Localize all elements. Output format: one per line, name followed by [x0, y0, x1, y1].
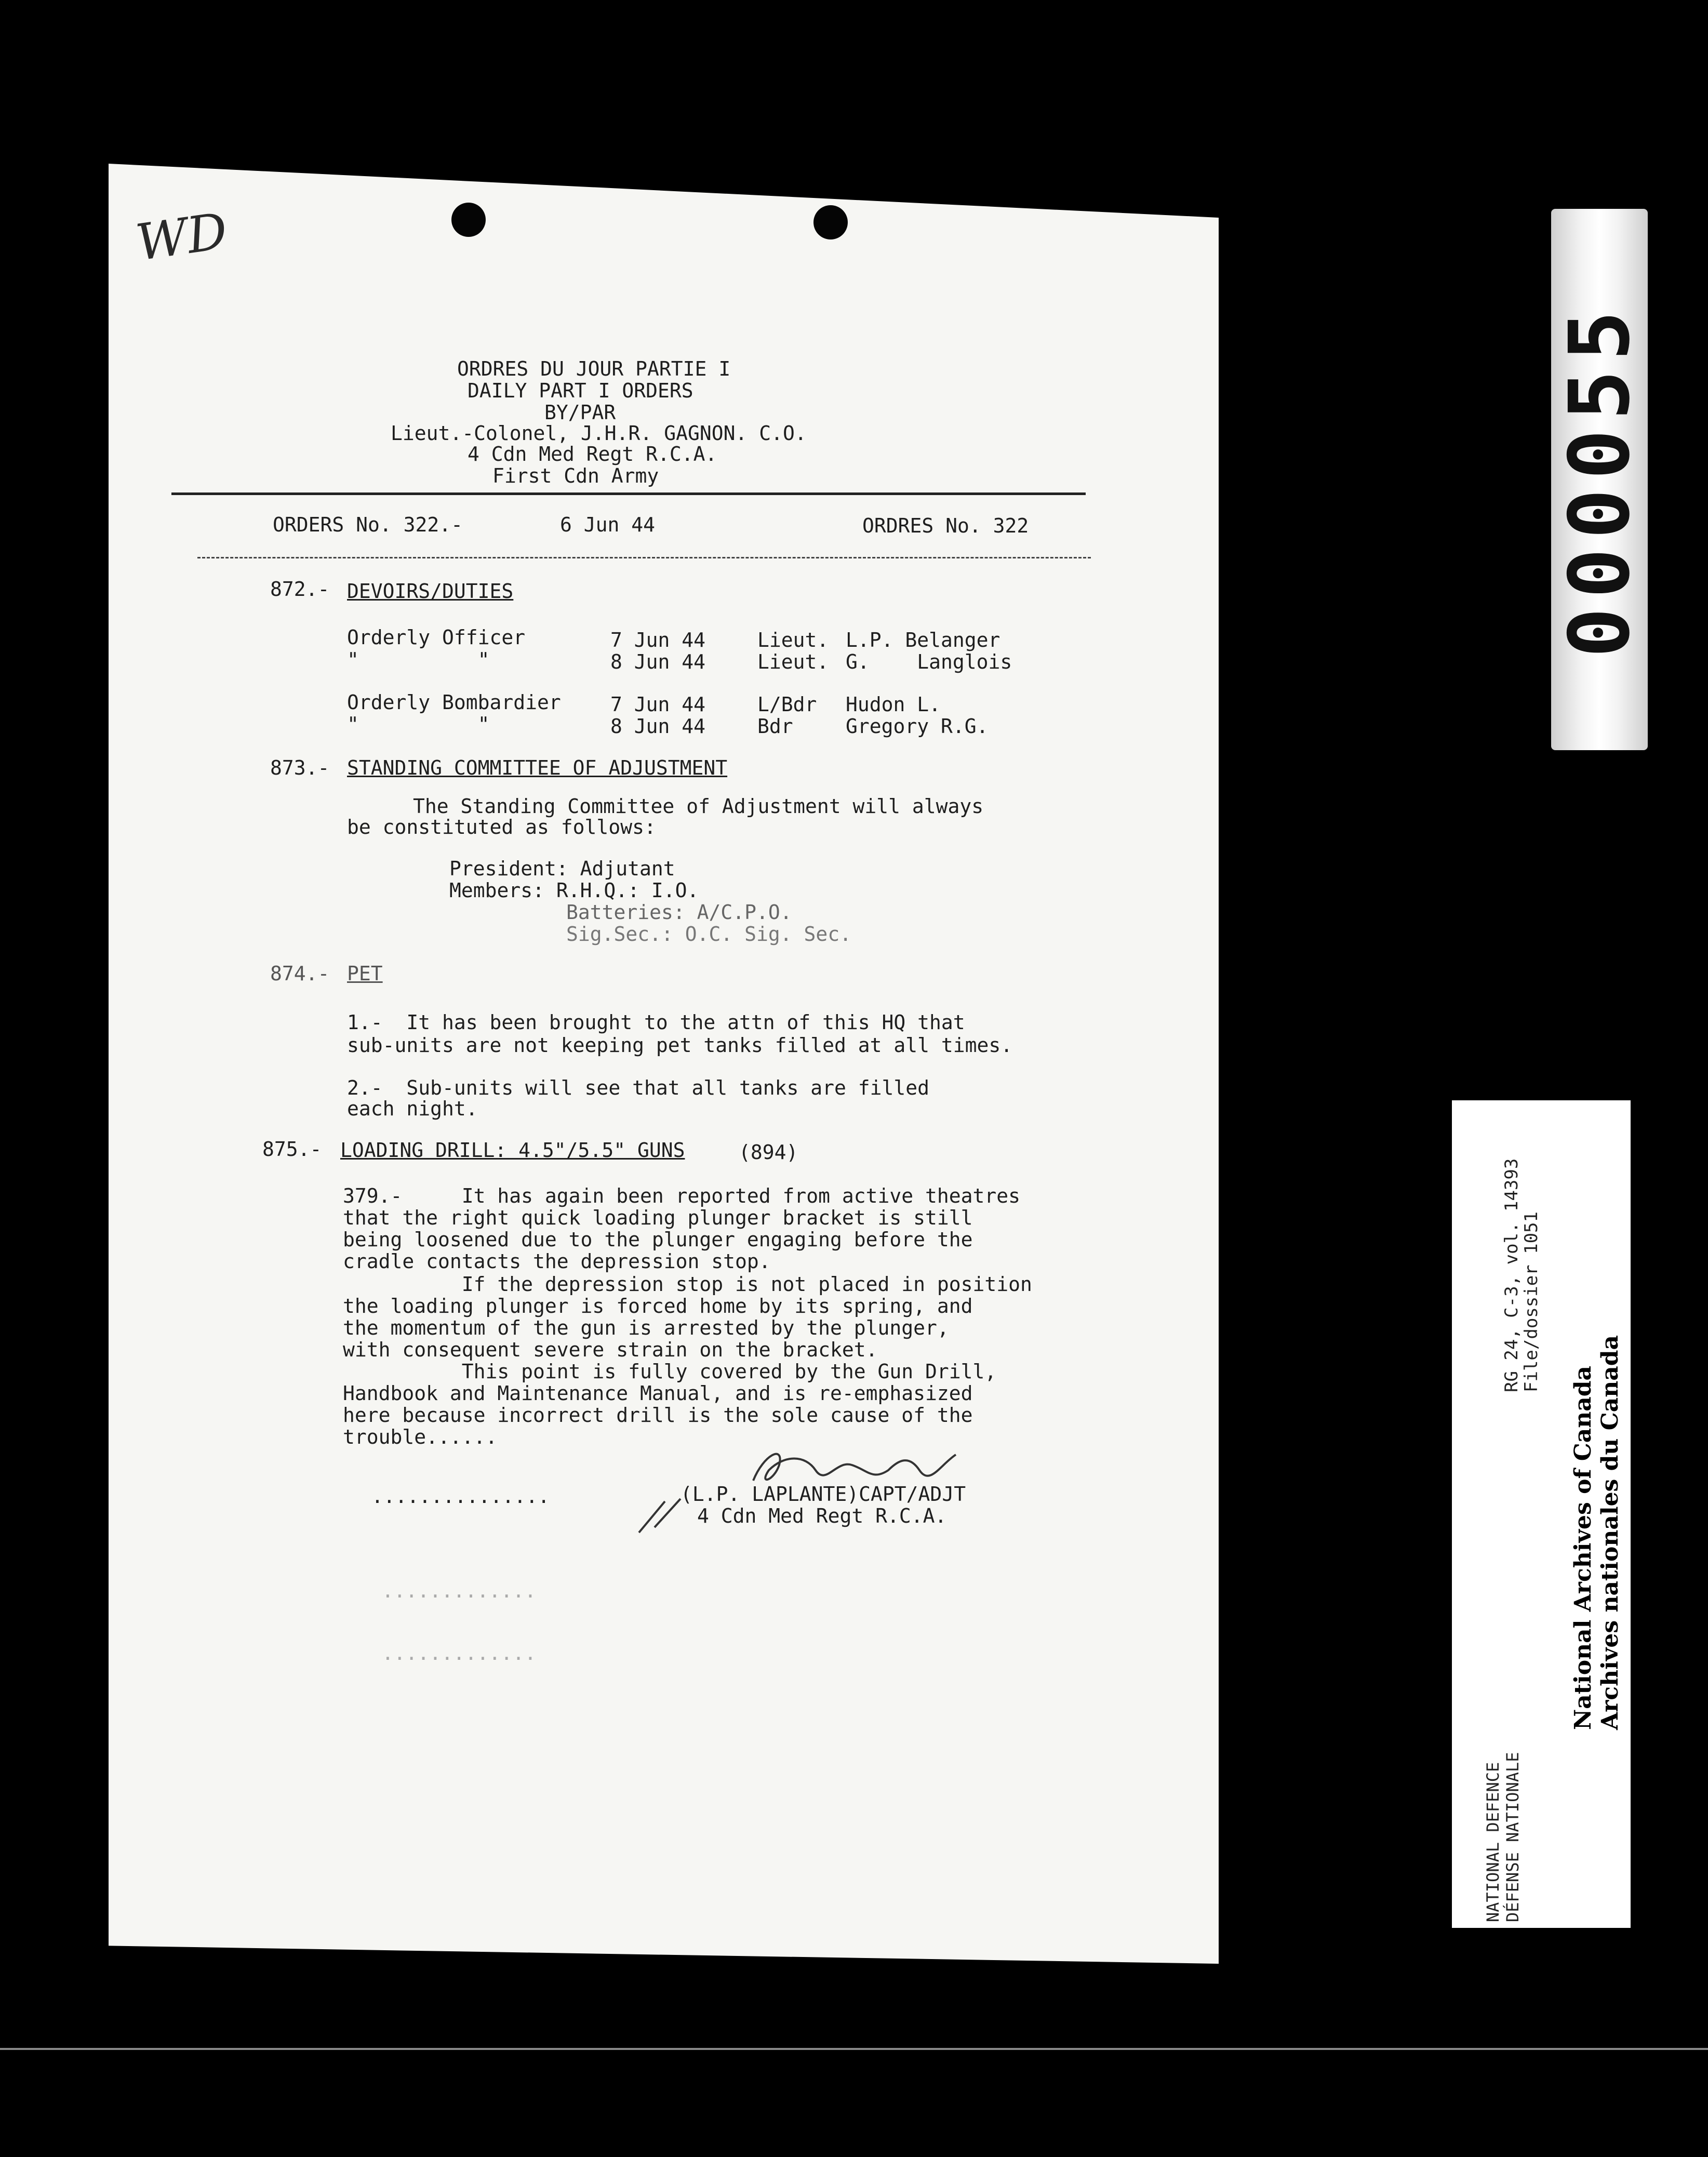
header-line-3: BY/PAR — [544, 401, 616, 424]
drill-line: that the right quick loading plunger bracket is still — [343, 1206, 973, 1229]
duty-date: 7 Jun 44 — [610, 693, 706, 716]
drill-line: the momentum of the gun is arrested by the plunger, — [343, 1316, 949, 1339]
orders-date: 6 Jun 44 — [560, 513, 656, 536]
duty-date: 8 Jun 44 — [610, 715, 706, 738]
duty-rank: Lieut. — [757, 629, 829, 651]
drill-line: cradle contacts the depression stop. — [343, 1250, 771, 1273]
pet-para-1-line-1: 1.- It has been brought to the attn of this HQ that — [347, 1011, 965, 1034]
archive-stamp-number — [1551, 209, 1648, 750]
duty-rank: Lieut. — [757, 650, 829, 673]
duty-rank: L/Bdr — [757, 693, 817, 716]
header-line-1: ORDRES DU JOUR PARTIE I — [457, 357, 731, 380]
defence-fr: DÉFENSE NATIONALE — [1503, 1752, 1523, 1922]
duty-name: G. Langlois — [846, 650, 1012, 673]
signature-dots: ............... — [371, 1485, 550, 1508]
drill-line: Handbook and Maintenance Manual, and is re-emphasized — [343, 1382, 973, 1405]
section-ref-875: (894) — [739, 1141, 798, 1164]
drill-line: the loading plunger is forced home by its spring, and — [343, 1295, 973, 1317]
archives-file: File/dossier 1051 — [1521, 1211, 1542, 1392]
signature-unit: 4 Cdn Med Regt R.C.A. — [697, 1504, 947, 1527]
section-number-872: 872.- — [270, 578, 330, 601]
duty-date: 7 Jun 44 — [610, 629, 706, 651]
section-title-875: LOADING DRILL: 4.5"/5.5" GUNS — [340, 1139, 685, 1162]
header-line-6: First Cdn Army — [492, 464, 659, 487]
drill-line: trouble...... — [343, 1426, 498, 1448]
header-line-5: 4 Cdn Med Regt R.C.A. — [468, 443, 717, 465]
duty-name: Hudon L. — [846, 693, 941, 716]
committee-members-3: Sig.Sec.: O.C. Sig. Sec. — [566, 923, 852, 946]
section-number-873: 873.- — [270, 756, 330, 779]
pet-para-1-line-2: sub-units are not keeping pet tanks filled at all times. — [347, 1034, 1013, 1057]
section-title-873: STANDING COMMITTEE OF ADJUSTMENT — [347, 756, 728, 779]
duty-date: 8 Jun 44 — [610, 650, 706, 673]
punch-hole-left — [451, 203, 486, 237]
committee-members-2: Batteries: A/C.P.O. — [566, 901, 792, 924]
archives-reference: RG 24, C-3, vol. 14393 — [1501, 1158, 1522, 1392]
duty-name: L.P. Belanger — [846, 629, 1000, 651]
drill-line: with consequent severe strain on the bracket. — [343, 1338, 878, 1361]
orders-number-left: ORDERS No. 322.- — [273, 513, 463, 536]
stamp-number-text: 000055 — [1551, 301, 1648, 658]
pet-para-2-line-2: each night. — [347, 1097, 478, 1120]
signature-name: (L.P. LAPLANTE)CAPT/ADJT — [680, 1483, 966, 1506]
drill-line: being loosened due to the plunger engaging before the — [343, 1228, 973, 1251]
section-number-874: 874.- — [270, 962, 330, 985]
section-title-872: DEVOIRS/DUTIES — [347, 580, 514, 603]
drill-line: here because incorrect drill is the sole cause of the — [343, 1404, 973, 1427]
faint-dots-2: ............. — [382, 1642, 537, 1665]
committee-intro-1: The Standing Committee of Adjustment will always — [413, 795, 984, 818]
section-number-875: 875.- — [262, 1138, 322, 1161]
duty-role: " " — [347, 648, 490, 671]
archives-name-en: National Archives of Canada — [1570, 1365, 1596, 1730]
drill-line: This point is fully covered by the Gun Drill, — [343, 1360, 997, 1383]
section-title-874: PET — [347, 962, 383, 985]
duty-role: " " — [347, 713, 490, 736]
header-rule-bottom — [197, 557, 1091, 558]
committee-intro-2: be constituted as follows: — [347, 816, 656, 838]
defence-en: NATIONAL DEFENCE — [1483, 1762, 1503, 1922]
duty-name: Gregory R.G. — [846, 715, 989, 738]
duty-rank: Bdr — [757, 715, 793, 738]
handwritten-mark: WD — [132, 202, 231, 272]
header-line-4: Lieut.-Colonel, J.H.R. GAGNON. C.O. — [391, 422, 807, 445]
bottom-scan-line — [0, 2048, 1708, 2050]
faint-dots-1: ............. — [382, 1579, 537, 1602]
pet-para-2-line-1: 2.- Sub-units will see that all tanks are filled — [347, 1076, 930, 1099]
orders-number-right: ORDRES No. 322 — [862, 514, 1029, 537]
duty-role: Orderly Officer — [347, 626, 526, 649]
committee-members-1: Members: R.H.Q.: I.O. — [449, 879, 699, 902]
drill-line: If the depression stop is not placed in position — [343, 1273, 1032, 1296]
committee-president: President: Adjutant — [449, 857, 675, 880]
archives-name-fr: Archives nationales du Canada — [1597, 1335, 1623, 1730]
drill-line: 379.- It has again been reported from active theatres — [343, 1184, 1021, 1207]
punch-hole-right — [813, 205, 848, 239]
header-rule-top — [171, 492, 1086, 495]
duty-role: Orderly Bombardier — [347, 691, 561, 714]
header-line-2: DAILY PART I ORDERS — [468, 379, 693, 402]
